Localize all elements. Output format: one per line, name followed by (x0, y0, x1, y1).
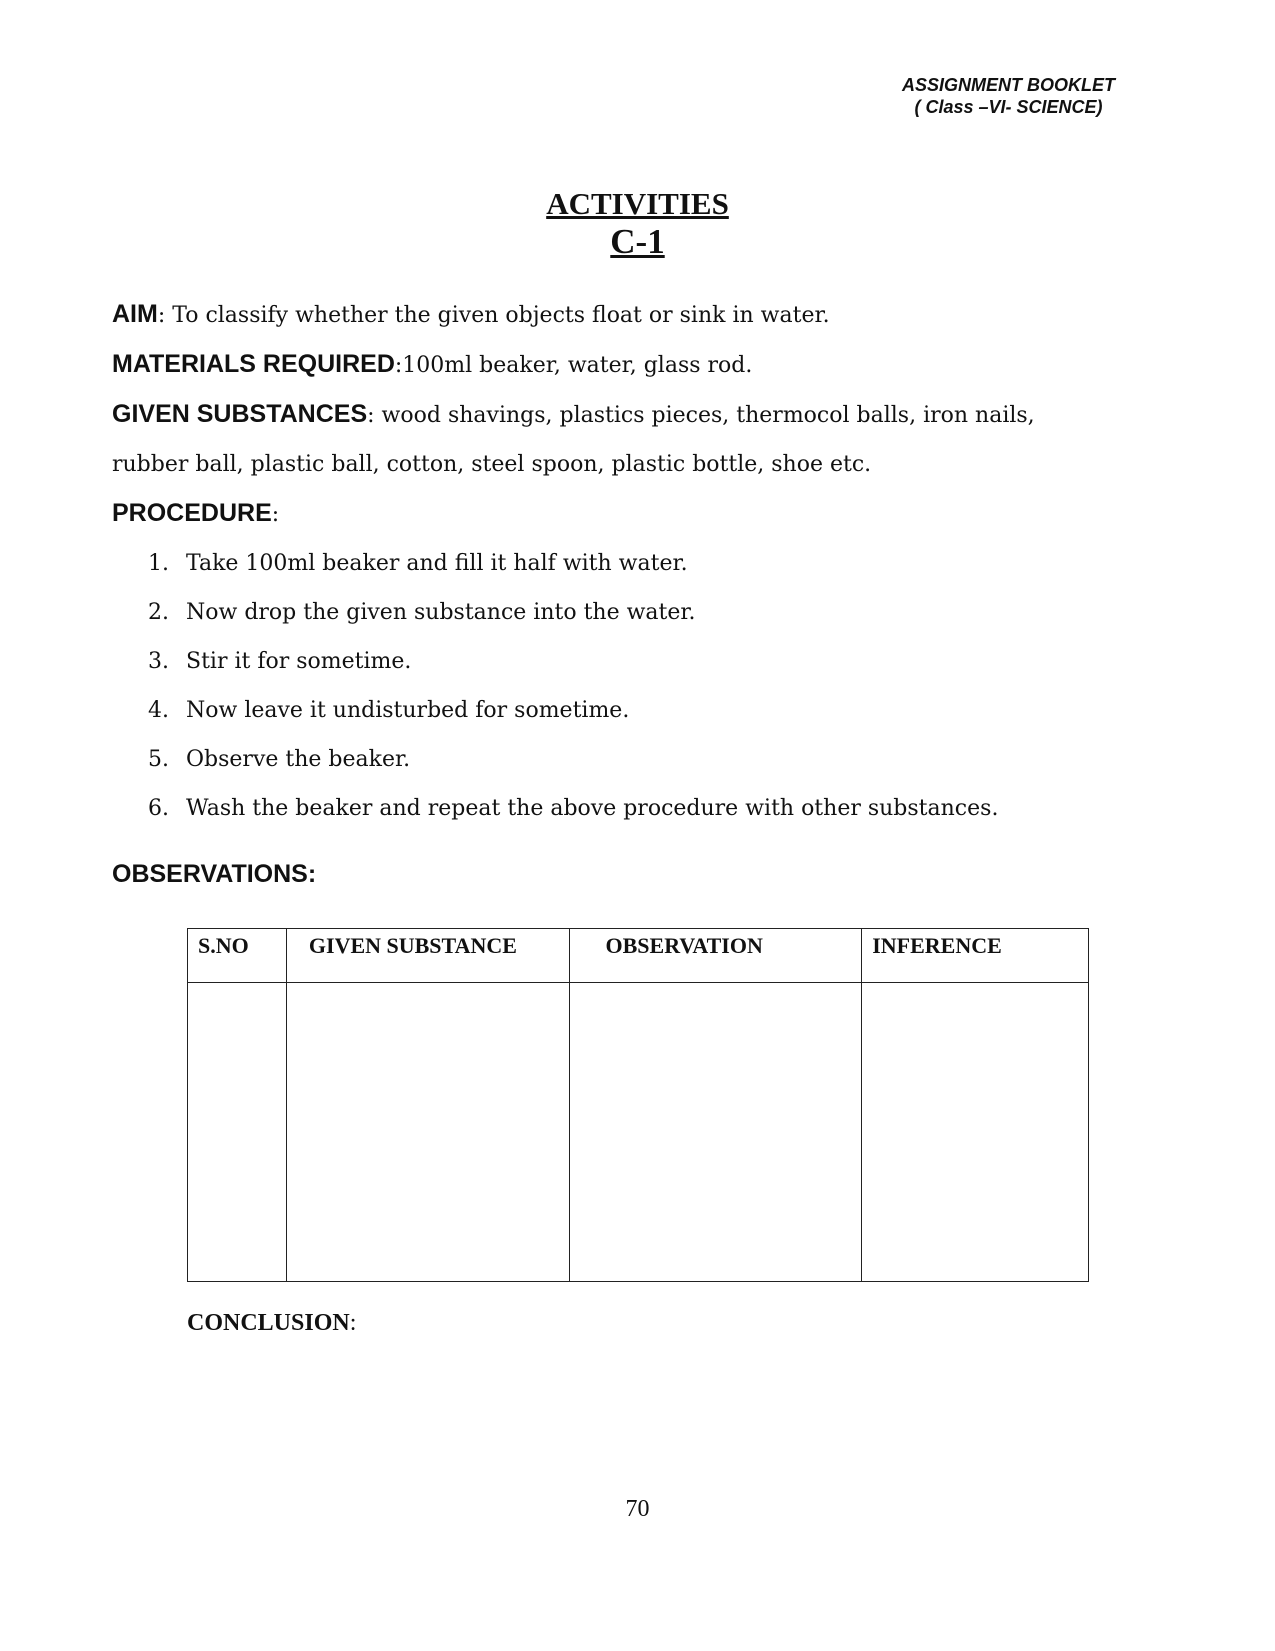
conclusion-colon: : (349, 1310, 357, 1336)
aim-text: : To classify whether the given objects float or sink in water. (157, 303, 830, 328)
table-cell-observation (569, 983, 862, 1282)
step-text: Take 100ml beaker and fill it half with water. (186, 551, 688, 576)
table-row (188, 983, 1089, 1282)
activities-heading: ACTIVITIES (546, 186, 729, 221)
step-number: 4. (148, 698, 169, 723)
booklet-header (902, 74, 1115, 118)
table-cell-inference (862, 983, 1089, 1282)
activity-title (0, 186, 1275, 262)
table-cell-sno (188, 983, 287, 1282)
table-cell-substance (286, 983, 569, 1282)
step-number: 5. (148, 747, 169, 772)
conclusion-label: CONCLUSION (187, 1310, 350, 1336)
observations-heading: OBSERVATIONS: (112, 860, 317, 888)
booklet-class: ( Class –VI- SCIENCE) (914, 97, 1103, 117)
step-number: 6. (148, 796, 169, 821)
list-item (112, 637, 1112, 686)
procedure-colon: : (271, 502, 280, 527)
materials-line (112, 340, 1112, 390)
procedure-steps (112, 539, 1112, 833)
booklet-title: ASSIGNMENT BOOKLET (901, 75, 1115, 95)
list-item (112, 735, 1112, 784)
list-item (112, 588, 1112, 637)
substances-line-2 (112, 440, 1112, 489)
column-header-sno: S.NO (188, 929, 287, 983)
materials-text: :100ml beaker, water, glass rod. (394, 353, 753, 378)
step-text: Now drop the given substance into the water. (186, 600, 696, 625)
conclusion (187, 1310, 356, 1337)
step-number: 2. (148, 600, 169, 625)
activity-code: C-1 (610, 222, 665, 261)
column-header-observation: OBSERVATION (569, 929, 862, 983)
page-number: 70 (625, 1496, 650, 1522)
substances-text-1: : wood shavings, plastics pieces, thermocol balls, iron nails, (367, 403, 1035, 428)
substances-line (112, 390, 1112, 440)
step-text: Wash the beaker and repeat the above procedure with other substances. (186, 796, 999, 821)
list-item (112, 784, 1112, 833)
step-text: Stir it for sometime. (186, 649, 412, 674)
table-header-row (188, 929, 1089, 983)
procedure-label: PROCEDURE (112, 499, 272, 527)
column-header-substance: GIVEN SUBSTANCE (286, 929, 569, 983)
step-text: Now leave it undisturbed for sometime. (186, 698, 630, 723)
list-item (112, 539, 1112, 588)
substances-label: GIVEN SUBSTANCES (112, 400, 368, 428)
step-number: 3. (148, 649, 169, 674)
step-text: Observe the beaker. (186, 747, 411, 772)
column-header-inference: INFERENCE (862, 929, 1089, 983)
substances-text-2: rubber ball, plastic ball, cotton, steel spoon, plastic bottle, shoe etc. (112, 452, 872, 477)
materials-label: MATERIALS REQUIRED (112, 350, 395, 378)
list-item (112, 686, 1112, 735)
aim-label: AIM (112, 300, 158, 328)
step-number: 1. (148, 551, 169, 576)
observations-table (187, 928, 1089, 1282)
activity-content (112, 290, 1112, 833)
aim-line (112, 290, 1112, 340)
procedure-heading (112, 489, 1112, 539)
